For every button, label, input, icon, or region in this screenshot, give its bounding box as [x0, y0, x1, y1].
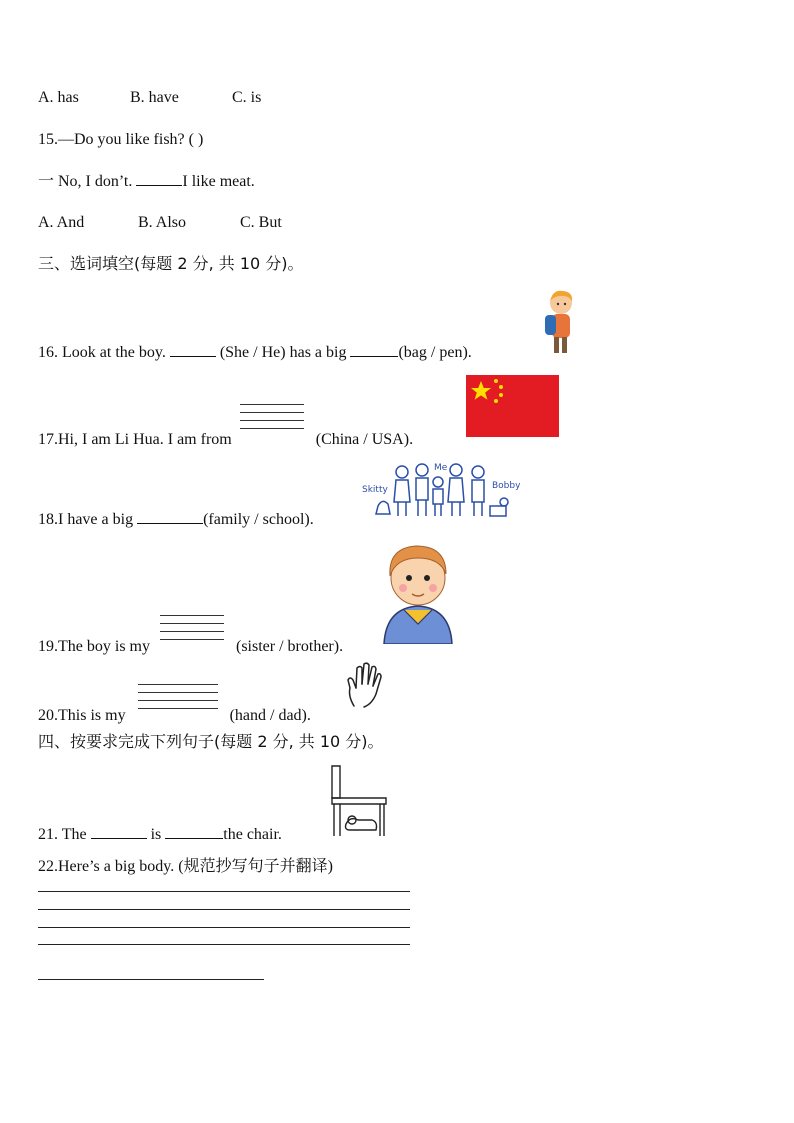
q17-text-1: 17.Hi, I am Li Hua. I am from: [38, 431, 232, 448]
q18-text-1: 18.I have a big: [38, 511, 134, 528]
q19-writing-lines[interactable]: [160, 629, 224, 659]
q17-writing-lines[interactable]: [240, 422, 304, 452]
q22-writing-line-4[interactable]: [38, 944, 410, 945]
q18-text-2: (family / school).: [203, 511, 314, 528]
q15-answer-prefix: 一 No, I don’t.: [38, 173, 133, 190]
chair-with-dog-image: [326, 764, 388, 838]
q17: [38, 422, 413, 452]
q15-options: [38, 213, 282, 233]
q18: [38, 509, 314, 530]
q20: [38, 698, 311, 728]
q15-answer-suffix: I like meat.: [182, 173, 255, 190]
q15-answer-blank[interactable]: [136, 171, 182, 186]
q14-option-a[interactable]: A. has: [38, 89, 79, 106]
q15-answer: [38, 171, 255, 192]
family-label-right: Bobby: [492, 481, 521, 491]
q22-writing-line-3[interactable]: [38, 927, 410, 928]
q19-text-1: 19.The boy is my: [38, 638, 150, 655]
q20-writing-lines[interactable]: [138, 698, 218, 728]
q14-option-c[interactable]: C. is: [232, 89, 262, 106]
q22-instruction: 22.Here’s a big body. (规范抄写句子并翻译): [38, 858, 333, 875]
q16-text-1: 16. Look at the boy.: [38, 344, 166, 361]
q22-writing-line-2[interactable]: [38, 909, 410, 910]
q14-options: [38, 88, 261, 108]
section-3-title: 三、选词填空(每题 2 分, 共 10 分)。: [38, 254, 304, 273]
q15-option-a[interactable]: A. And: [38, 214, 85, 231]
q21-text-3: the chair.: [223, 826, 282, 843]
q22-writing-line-1[interactable]: [38, 891, 410, 892]
q17-text-2: (China / USA).: [315, 431, 414, 448]
family-label-left: Skitty: [362, 485, 388, 495]
family-label-mid: Me: [434, 463, 448, 473]
q16-text-3: (bag / pen).: [398, 344, 472, 361]
q15-option-c[interactable]: C. But: [240, 214, 282, 231]
q21-text-2: is: [150, 826, 162, 843]
boy-portrait-image: [380, 540, 456, 644]
hand-drawing-image: [344, 660, 388, 710]
q15-option-b[interactable]: B. Also: [138, 214, 187, 231]
q19: [38, 629, 343, 659]
section-4-title: 四、按要求完成下列句子(每题 2 分, 共 10 分)。: [38, 732, 384, 751]
q20-text-1: 20.This is my: [38, 707, 126, 724]
q19-text-2: (sister / brother).: [236, 638, 344, 655]
china-flag-image: [466, 375, 559, 437]
q15-question: 15.—Do you like fish? ( ): [38, 131, 204, 148]
q21-blank-1[interactable]: [91, 824, 147, 839]
q14-option-b[interactable]: B. have: [130, 89, 179, 106]
q16-blank-1[interactable]: [170, 342, 216, 357]
q22-translation-line[interactable]: [38, 979, 264, 980]
q21-text-1: 21. The: [38, 826, 87, 843]
q21: [38, 824, 282, 845]
q18-blank[interactable]: [137, 509, 203, 524]
q16: [38, 342, 472, 363]
q21-blank-2[interactable]: [165, 824, 223, 839]
q16-blank-2[interactable]: [350, 342, 398, 357]
boy-with-backpack-image: [541, 287, 579, 359]
family-drawing-image: [360, 458, 522, 522]
q20-text-2: (hand / dad).: [229, 707, 311, 724]
q16-text-2: (She / He) has a big: [219, 344, 347, 361]
